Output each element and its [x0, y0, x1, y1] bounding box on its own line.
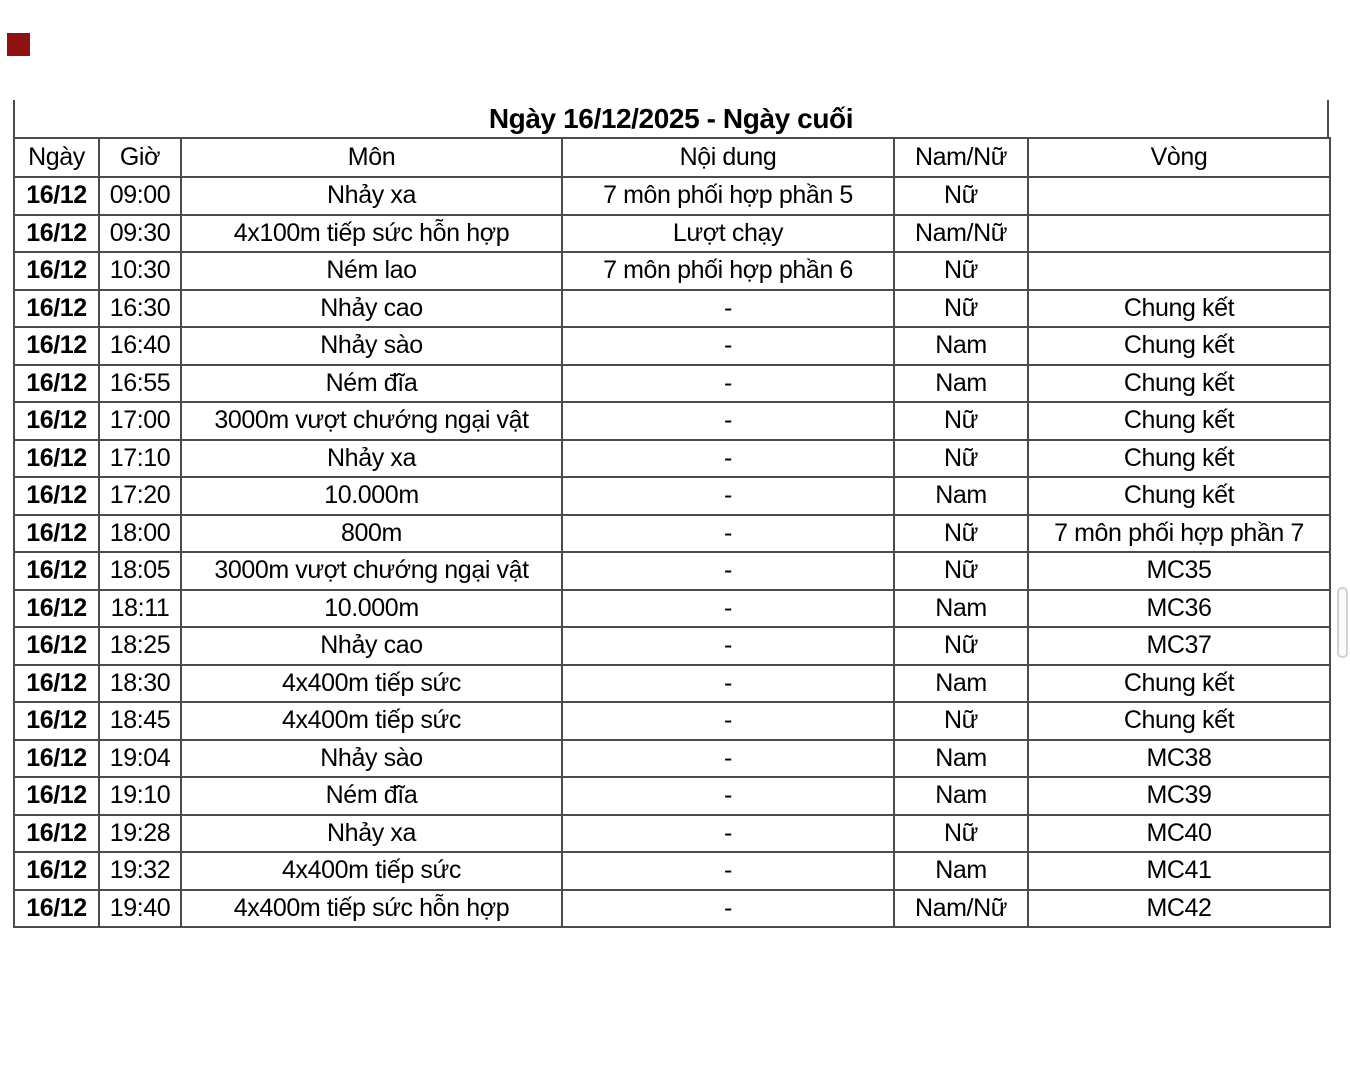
cell-r13-c0: 16/12 [14, 665, 99, 703]
cell-r8-c4: Nam [894, 477, 1028, 515]
cell-r7-c1: 17:10 [99, 440, 181, 478]
cell-r1-c5 [1028, 215, 1330, 253]
cell-r14-c0: 16/12 [14, 702, 99, 740]
cell-r1-c1: 09:30 [99, 215, 181, 253]
cell-r0-c4: Nữ [894, 177, 1028, 215]
cell-r13-c2: 4x400m tiếp sức [181, 665, 562, 703]
cell-r9-c0: 16/12 [14, 515, 99, 553]
cell-r17-c4: Nữ [894, 815, 1028, 853]
cell-r16-c3: - [562, 777, 894, 815]
cell-r19-c0: 16/12 [14, 890, 99, 928]
table-row [14, 852, 1330, 890]
cell-r12-c4: Nữ [894, 627, 1028, 665]
header-cell-1: Giờ [99, 138, 181, 177]
cell-r16-c5: MC39 [1028, 777, 1330, 815]
table-row [14, 740, 1330, 778]
cell-r5-c4: Nam [894, 365, 1028, 403]
cell-r2-c3: 7 môn phối hợp phần 6 [562, 252, 894, 290]
cell-r13-c5: Chung kết [1028, 665, 1330, 703]
cell-r14-c1: 18:45 [99, 702, 181, 740]
cell-r10-c5: MC35 [1028, 552, 1330, 590]
cell-r2-c1: 10:30 [99, 252, 181, 290]
cell-r5-c5: Chung kết [1028, 365, 1330, 403]
cell-r19-c1: 19:40 [99, 890, 181, 928]
cell-r13-c1: 18:30 [99, 665, 181, 703]
cell-r15-c2: Nhảy sào [181, 740, 562, 778]
cell-r7-c5: Chung kết [1028, 440, 1330, 478]
cell-r8-c1: 17:20 [99, 477, 181, 515]
table-title: Ngày 16/12/2025 - Ngày cuối [13, 100, 1329, 137]
table-header-row [14, 138, 1330, 177]
cell-r2-c5 [1028, 252, 1330, 290]
cell-r11-c2: 10.000m [181, 590, 562, 628]
cell-r1-c3: Lượt chạy [562, 215, 894, 253]
cell-r19-c2: 4x400m tiếp sức hỗn hợp [181, 890, 562, 928]
cell-r8-c3: - [562, 477, 894, 515]
table-row [14, 515, 1330, 553]
table-row [14, 815, 1330, 853]
cell-r10-c4: Nữ [894, 552, 1028, 590]
table-row [14, 365, 1330, 403]
cell-r14-c3: - [562, 702, 894, 740]
table-row [14, 327, 1330, 365]
cell-r7-c4: Nữ [894, 440, 1028, 478]
cell-r6-c4: Nữ [894, 402, 1028, 440]
cell-r17-c1: 19:28 [99, 815, 181, 853]
cell-r4-c5: Chung kết [1028, 327, 1330, 365]
table-row [14, 890, 1330, 928]
cell-r17-c0: 16/12 [14, 815, 99, 853]
cell-r5-c3: - [562, 365, 894, 403]
cell-r3-c5: Chung kết [1028, 290, 1330, 328]
cell-r4-c1: 16:40 [99, 327, 181, 365]
cell-r4-c2: Nhảy sào [181, 327, 562, 365]
cell-r15-c0: 16/12 [14, 740, 99, 778]
cell-r11-c5: MC36 [1028, 590, 1330, 628]
table-row [14, 627, 1330, 665]
header-cell-0: Ngày [14, 138, 99, 177]
cell-r4-c4: Nam [894, 327, 1028, 365]
cell-r9-c2: 800m [181, 515, 562, 553]
cell-r3-c2: Nhảy cao [181, 290, 562, 328]
cell-r11-c1: 18:11 [99, 590, 181, 628]
cell-r7-c2: Nhảy xa [181, 440, 562, 478]
header-cell-5: Vòng [1028, 138, 1330, 177]
red-square-marker [7, 33, 30, 56]
cell-r13-c3: - [562, 665, 894, 703]
cell-r5-c2: Ném đĩa [181, 365, 562, 403]
cell-r7-c3: - [562, 440, 894, 478]
cell-r2-c2: Ném lao [181, 252, 562, 290]
cell-r12-c2: Nhảy cao [181, 627, 562, 665]
cell-r10-c0: 16/12 [14, 552, 99, 590]
cell-r5-c1: 16:55 [99, 365, 181, 403]
cell-r10-c2: 3000m vượt chướng ngại vật [181, 552, 562, 590]
cell-r17-c5: MC40 [1028, 815, 1330, 853]
cell-r11-c0: 16/12 [14, 590, 99, 628]
cell-r3-c0: 16/12 [14, 290, 99, 328]
cell-r2-c4: Nữ [894, 252, 1028, 290]
cell-r18-c4: Nam [894, 852, 1028, 890]
cell-r8-c0: 16/12 [14, 477, 99, 515]
cell-r4-c3: - [562, 327, 894, 365]
header-row [14, 138, 1330, 177]
header-cell-2: Môn [181, 138, 562, 177]
cell-r11-c3: - [562, 590, 894, 628]
cell-r3-c4: Nữ [894, 290, 1028, 328]
schedule-sheet [13, 100, 1329, 928]
cell-r8-c2: 10.000m [181, 477, 562, 515]
cell-r18-c5: MC41 [1028, 852, 1330, 890]
cell-r18-c1: 19:32 [99, 852, 181, 890]
table-body [14, 177, 1330, 927]
table-row [14, 290, 1330, 328]
cell-r13-c4: Nam [894, 665, 1028, 703]
table-row [14, 777, 1330, 815]
cell-r0-c5 [1028, 177, 1330, 215]
cell-r9-c5: 7 môn phối hợp phần 7 [1028, 515, 1330, 553]
cell-r14-c2: 4x400m tiếp sức [181, 702, 562, 740]
cell-r14-c5: Chung kết [1028, 702, 1330, 740]
table-row [14, 477, 1330, 515]
cell-r9-c3: - [562, 515, 894, 553]
cell-r1-c4: Nam/Nữ [894, 215, 1028, 253]
cell-r6-c1: 17:00 [99, 402, 181, 440]
cell-r19-c5: MC42 [1028, 890, 1330, 928]
cell-r15-c3: - [562, 740, 894, 778]
cell-r4-c0: 16/12 [14, 327, 99, 365]
table-row [14, 590, 1330, 628]
cell-r16-c4: Nam [894, 777, 1028, 815]
cell-r6-c3: - [562, 402, 894, 440]
header-cell-4: Nam/Nữ [894, 138, 1028, 177]
cell-r12-c1: 18:25 [99, 627, 181, 665]
cell-r17-c2: Nhảy xa [181, 815, 562, 853]
table-row [14, 215, 1330, 253]
cell-r18-c0: 16/12 [14, 852, 99, 890]
header-cell-3: Nội dung [562, 138, 894, 177]
table-row [14, 252, 1330, 290]
table-row [14, 665, 1330, 703]
vertical-scrollbar-thumb[interactable] [1337, 587, 1348, 658]
cell-r0-c2: Nhảy xa [181, 177, 562, 215]
cell-r5-c0: 16/12 [14, 365, 99, 403]
cell-r10-c1: 18:05 [99, 552, 181, 590]
cell-r16-c2: Ném đĩa [181, 777, 562, 815]
cell-r15-c1: 19:04 [99, 740, 181, 778]
cell-r9-c1: 18:00 [99, 515, 181, 553]
cell-r18-c3: - [562, 852, 894, 890]
cell-r3-c1: 16:30 [99, 290, 181, 328]
cell-r1-c2: 4x100m tiếp sức hỗn hợp [181, 215, 562, 253]
cell-r16-c0: 16/12 [14, 777, 99, 815]
table-row [14, 552, 1330, 590]
table-row [14, 702, 1330, 740]
cell-r18-c2: 4x400m tiếp sức [181, 852, 562, 890]
cell-r6-c2: 3000m vượt chướng ngại vật [181, 402, 562, 440]
cell-r15-c4: Nam [894, 740, 1028, 778]
table-row [14, 440, 1330, 478]
cell-r3-c3: - [562, 290, 894, 328]
cell-r9-c4: Nữ [894, 515, 1028, 553]
cell-r0-c3: 7 môn phối hợp phần 5 [562, 177, 894, 215]
cell-r0-c1: 09:00 [99, 177, 181, 215]
cell-r0-c0: 16/12 [14, 177, 99, 215]
table-row [14, 177, 1330, 215]
cell-r10-c3: - [562, 552, 894, 590]
cell-r12-c0: 16/12 [14, 627, 99, 665]
cell-r19-c4: Nam/Nữ [894, 890, 1028, 928]
cell-r12-c3: - [562, 627, 894, 665]
cell-r6-c0: 16/12 [14, 402, 99, 440]
cell-r12-c5: MC37 [1028, 627, 1330, 665]
cell-r7-c0: 16/12 [14, 440, 99, 478]
cell-r8-c5: Chung kết [1028, 477, 1330, 515]
schedule-table [13, 137, 1331, 928]
cell-r14-c4: Nữ [894, 702, 1028, 740]
cell-r6-c5: Chung kết [1028, 402, 1330, 440]
cell-r2-c0: 16/12 [14, 252, 99, 290]
cell-r19-c3: - [562, 890, 894, 928]
cell-r16-c1: 19:10 [99, 777, 181, 815]
cell-r11-c4: Nam [894, 590, 1028, 628]
cell-r1-c0: 16/12 [14, 215, 99, 253]
table-row [14, 402, 1330, 440]
cell-r17-c3: - [562, 815, 894, 853]
cell-r15-c5: MC38 [1028, 740, 1330, 778]
